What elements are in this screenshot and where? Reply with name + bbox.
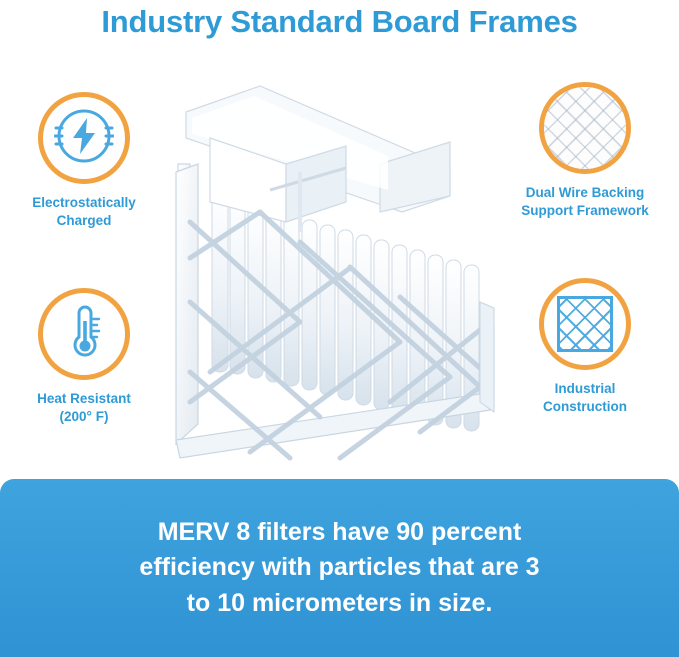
feature-caption-line2: Charged [56,212,112,228]
feature-industrial-construction [505,278,665,416]
banner-text [111,515,567,622]
feature-icon-ring [539,82,631,174]
merv-rating-banner [0,479,679,657]
crosshatch-square-icon [557,296,613,352]
pleated-air-filter-illustration [150,72,510,472]
banner-line-2: efficiency with particles that are 3 [139,553,540,582]
feature-icon-ring [38,288,130,380]
feature-icon-ring [539,278,631,370]
feature-caption [505,184,665,220]
feature-heat-resistant [4,288,164,426]
feature-icon-ring [38,92,130,184]
banner-line-1: MERV 8 filters have 90 percent [157,517,522,546]
wire-mesh-icon [539,82,631,174]
feature-caption [4,390,164,426]
lightning-bolt-icon [54,106,114,171]
feature-caption [505,380,665,416]
feature-caption-line1: Industrial [554,381,616,396]
page-title: Industry Standard Board Frames [101,4,578,39]
feature-caption-line2: (200° F) [59,408,109,424]
feature-caption-line1: Heat Resistant [37,391,131,406]
feature-caption-line2: Construction [543,398,627,414]
feature-caption-line1: Dual Wire Backing [525,185,645,200]
feature-caption [4,194,164,230]
feature-caption-line2: Support Framework [521,202,649,218]
feature-dual-wire-backing [505,82,665,220]
banner-line-3: to 10 micrometers in size. [186,588,493,617]
thermometer-icon [55,303,113,366]
feature-electrostatically-charged [4,92,164,230]
feature-caption-line1: Electrostatically [32,195,136,210]
